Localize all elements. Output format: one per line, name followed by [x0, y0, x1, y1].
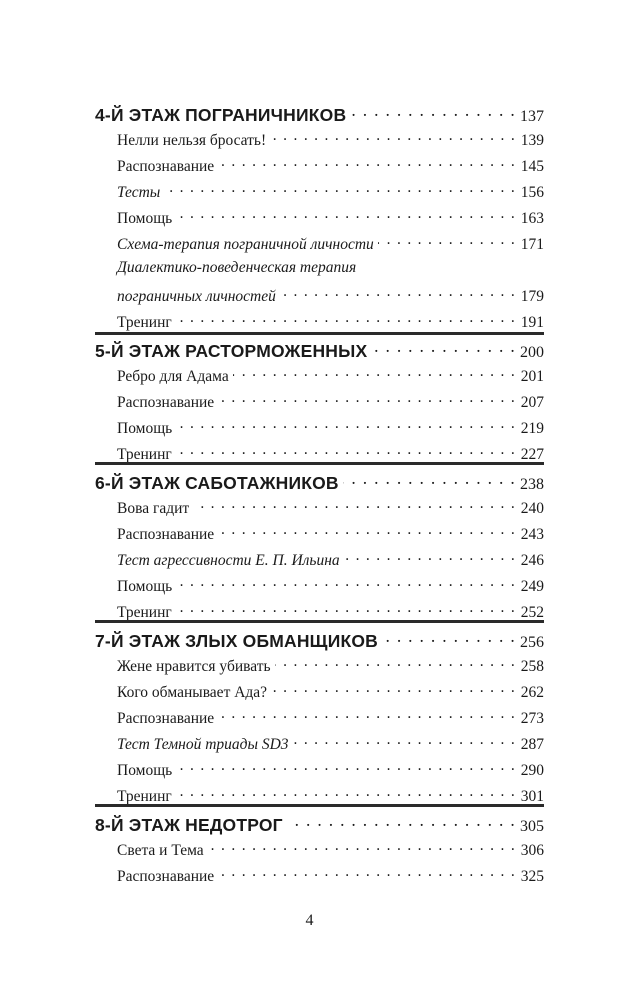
- toc-chapter-entry: [0, 339, 619, 362]
- toc-entry-title: Тест Темной триады SD3: [117, 735, 289, 753]
- dot-leader: [176, 575, 516, 591]
- toc-entry: [0, 707, 619, 728]
- toc-entry-title: Вова гадит: [117, 499, 190, 517]
- dot-leader: [176, 207, 516, 223]
- toc-entry-title: Распознавание: [117, 157, 215, 175]
- toc-entry-page: 200: [520, 343, 544, 361]
- toc-entry-page: 139: [520, 131, 544, 149]
- toc-entry-page: 301: [520, 787, 544, 805]
- toc-entry-page: 145: [520, 157, 544, 175]
- dot-leader: [382, 629, 516, 647]
- dot-leader: [218, 155, 516, 171]
- toc-entry-page: 201: [520, 367, 544, 385]
- chapter-divider: [95, 804, 544, 807]
- toc-entry-page: 171: [520, 235, 544, 253]
- dot-leader: [350, 103, 516, 121]
- dot-leader: [218, 707, 516, 723]
- toc-entry-page: 305: [520, 817, 544, 835]
- toc-entry-title: 6-Й ЭТАЖ САБОТАЖНИКОВ: [95, 472, 339, 493]
- toc-entry: [0, 391, 619, 412]
- toc-entry-page: 325: [520, 867, 544, 885]
- toc-entry: [0, 259, 619, 277]
- chapter-divider: [95, 332, 544, 335]
- toc-entry: [0, 285, 619, 306]
- toc-entry: [0, 523, 619, 544]
- dot-leader: [271, 681, 516, 697]
- toc-entry: [0, 759, 619, 780]
- page-number: 4: [305, 912, 314, 929]
- toc-entry: [0, 365, 619, 386]
- dot-leader: [164, 181, 516, 197]
- dot-leader: [344, 549, 516, 565]
- toc-entry-page: 137: [520, 107, 544, 125]
- dot-leader: [176, 417, 516, 433]
- toc-chapter-entry: [0, 471, 619, 494]
- toc-entry-title: 4-Й ЭТАЖ ПОГРАНИЧНИКОВ: [95, 104, 347, 125]
- dot-leader: [287, 813, 516, 831]
- toc-entry-page: 262: [520, 683, 544, 701]
- dot-leader: [275, 655, 516, 671]
- toc-entry-page: 219: [520, 419, 544, 437]
- toc-entry-title: 7-Й ЭТАЖ ЗЛЫХ ОБМАНЩИКОВ: [95, 630, 379, 651]
- toc-entry-title: Тест агрессивности Е. П. Ильина: [117, 551, 340, 569]
- toc-entry-title: Помощь: [117, 577, 173, 595]
- toc-entry-page: 249: [520, 577, 544, 595]
- toc-entry-title: 8-Й ЭТАЖ НЕДОТРОГ: [95, 814, 283, 835]
- toc-entry: [0, 233, 619, 254]
- toc-entry-title: Тренинг: [117, 603, 172, 621]
- toc-entry-page: 306: [520, 841, 544, 859]
- toc-entry: [0, 443, 619, 464]
- dot-leader: [293, 733, 516, 749]
- dot-leader: [176, 601, 516, 617]
- toc-entry-title: Кого обманывает Ада?: [117, 683, 268, 701]
- toc-entry: [0, 785, 619, 806]
- toc-entry-page: 238: [520, 475, 544, 493]
- toc-entry-title: Тренинг: [117, 445, 172, 463]
- dot-leader: [218, 865, 516, 881]
- toc-entry: [0, 181, 619, 202]
- toc-entry-title: Распознавание: [117, 525, 215, 543]
- dot-leader: [193, 497, 516, 513]
- dot-leader: [343, 471, 516, 489]
- chapter-divider: [95, 462, 544, 465]
- toc-entry-title: Тренинг: [117, 313, 172, 331]
- toc-entry-title: 5-Й ЭТАЖ РАСТОРМОЖЕННЫХ: [95, 340, 368, 361]
- toc-entry-title: Жене нравится убивать: [117, 657, 271, 675]
- toc-entry: [0, 681, 619, 702]
- toc-entry-page: 252: [520, 603, 544, 621]
- toc-entry-title: Нелли нельзя бросать!: [117, 131, 267, 149]
- toc-entry-page: 258: [520, 657, 544, 675]
- toc-entry: [0, 207, 619, 228]
- dot-leader: [280, 285, 516, 301]
- toc-entry: [0, 601, 619, 622]
- toc-entry-page: 287: [520, 735, 544, 753]
- dot-leader: [270, 129, 516, 145]
- chapter-divider: [95, 620, 544, 623]
- toc-entry-page: 240: [520, 499, 544, 517]
- dot-leader: [208, 839, 516, 855]
- toc-entry-title: Помощь: [117, 761, 173, 779]
- toc-entry-title: Схема-терапия пограничной личности: [117, 235, 374, 253]
- toc-entry-title: пограничных личностей: [117, 287, 276, 305]
- toc-entry-page: 156: [520, 183, 544, 201]
- toc-entry-page: 163: [520, 209, 544, 227]
- toc-entry-title: Помощь: [117, 209, 173, 227]
- toc-entry: [0, 497, 619, 518]
- toc-entry-title: Света и Тема: [117, 841, 204, 859]
- toc-entry-title: Распознавание: [117, 393, 215, 411]
- toc-entry: [0, 417, 619, 438]
- toc-entry-title: Помощь: [117, 419, 173, 437]
- toc-entry: [0, 865, 619, 886]
- toc-chapter-entry: [0, 103, 619, 126]
- dot-leader: [176, 759, 516, 775]
- toc-entry: [0, 155, 619, 176]
- toc-entry-page: 207: [520, 393, 544, 411]
- toc-entry: [0, 655, 619, 676]
- toc-entry-title: Распознавание: [117, 867, 215, 885]
- toc-entry-title: Распознавание: [117, 709, 215, 727]
- dot-leader: [176, 443, 516, 459]
- toc-entry-page: 191: [520, 313, 544, 331]
- dot-leader: [218, 523, 516, 539]
- toc-chapter-entry: [0, 813, 619, 836]
- toc-entry-title: Тренинг: [117, 787, 172, 805]
- toc-entry-page: 290: [520, 761, 544, 779]
- toc-entry-page: 227: [520, 445, 544, 463]
- toc-entry-page: 246: [520, 551, 544, 569]
- dot-leader: [176, 311, 516, 327]
- toc-entry-page: 179: [520, 287, 544, 305]
- toc-entry-page: 273: [520, 709, 544, 727]
- dot-leader: [176, 785, 516, 801]
- dot-leader: [233, 365, 516, 381]
- toc-entry: [0, 839, 619, 860]
- toc-entry-page: 243: [520, 525, 544, 543]
- toc-entry: [0, 575, 619, 596]
- toc-chapter-entry: [0, 629, 619, 652]
- toc-entry: [0, 733, 619, 754]
- toc-entry: [0, 129, 619, 150]
- toc-entry-page: 256: [520, 633, 544, 651]
- dot-leader: [218, 391, 516, 407]
- toc-entry: [0, 311, 619, 332]
- toc-entry-title: Тесты: [117, 183, 161, 201]
- toc-entry-title: Ребро для Адама: [117, 367, 229, 385]
- toc-entry-title: Диалектико-поведенческая терапия: [117, 259, 357, 276]
- toc-entry: [0, 549, 619, 570]
- dot-leader: [378, 233, 516, 249]
- dot-leader: [371, 339, 516, 357]
